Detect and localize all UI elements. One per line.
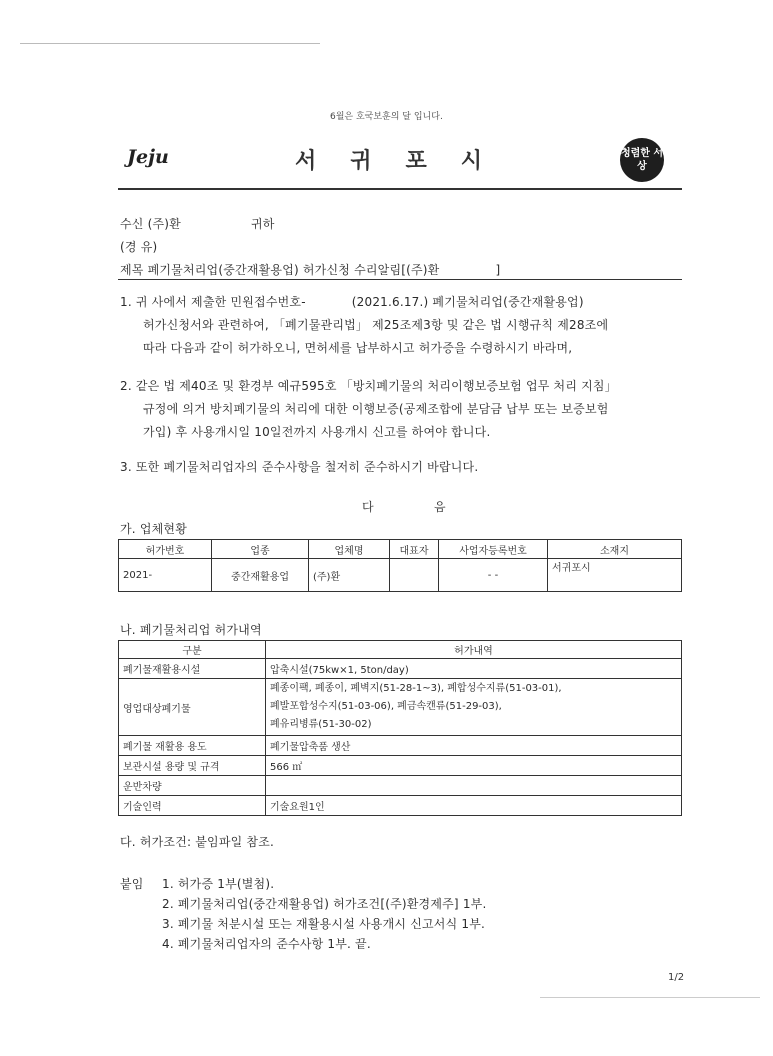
cell: 서귀포시	[548, 559, 682, 592]
section-c-title: 다. 허가조건: 붙임파일 참조.	[120, 835, 275, 849]
row-value: 기술요원1인	[266, 796, 682, 816]
section-a-title: 가. 업체현황	[120, 522, 187, 536]
via-line: (경 유)	[120, 240, 158, 254]
paragraph-2-line-1: 2. 같은 법 제40조 및 환경부 예규595호 「방치폐기물의 처리이행보증보험 업무 처리 지침」	[120, 379, 617, 393]
subject: 제목 폐기물처리업(중간재활용업) 허가신청 수리알림[(주)환	[120, 263, 440, 277]
col-header: 허가내역	[266, 641, 682, 659]
row-value	[266, 679, 682, 736]
subject-end: ]	[495, 263, 501, 277]
col-header: 구분	[119, 641, 266, 659]
attachment-item: 2. 폐기물처리업(중간재활용업) 허가조건[(주)환경제주] 1부.	[162, 897, 487, 911]
paragraph-1-line-1	[120, 293, 584, 310]
jeju-logo: Jeju	[127, 146, 169, 168]
cell	[390, 559, 439, 592]
paragraph-1-line-2: 허가신청서와 관련하여, 「폐기물관리법」 제25조제3항 및 같은 법 시행규칙 제28조에	[143, 318, 609, 332]
attachment-item: 1. 허가증 1부(별첨).	[162, 877, 275, 891]
subject-line	[120, 261, 500, 278]
col-header: 대표자	[390, 540, 439, 559]
integrity-badge	[620, 138, 664, 182]
col-header: 소재지	[548, 540, 682, 559]
company-table	[118, 539, 682, 592]
table-row	[119, 756, 682, 776]
motto: 6월은 호국보훈의 달 입니다.	[330, 112, 443, 122]
value-line: 폐종이팩, 폐종이, 폐벽지(51-28-1~3), 폐합성수지류(51-03-01),	[270, 683, 562, 694]
table-row	[119, 679, 682, 736]
next-left: 다	[362, 500, 374, 514]
value-line: 폐유리병류(51-30-02)	[270, 719, 372, 730]
badge-text: 청렴한 서상	[620, 148, 664, 172]
cell: - -	[439, 559, 548, 592]
recipient-suffix: 귀하	[250, 217, 275, 231]
row-label: 폐기물재활용시설	[119, 659, 266, 679]
row-label: 영업대상폐기물	[119, 679, 266, 736]
section-b-title: 나. 폐기물처리업 허가내역	[120, 623, 262, 637]
org-name: 서귀포시	[295, 149, 517, 174]
cell: (주)환	[309, 559, 390, 592]
col-header: 허가번호	[119, 540, 212, 559]
row-value: 566 ㎡	[266, 756, 682, 776]
col-header: 업종	[212, 540, 309, 559]
recipient-line	[120, 215, 275, 232]
recipient: 수신 (주)환	[120, 217, 181, 231]
row-label: 운반차량	[119, 776, 266, 796]
p1-l1a: 1. 귀 사에서 제출한 민원접수번호-	[120, 295, 306, 309]
scan-artifact	[20, 43, 320, 44]
col-header: 업체명	[309, 540, 390, 559]
paragraph-3: 3. 또한 폐기물처리업자의 준수사항을 철저히 준수하시기 바랍니다.	[120, 460, 479, 474]
table-row	[119, 736, 682, 756]
row-label: 기술인력	[119, 796, 266, 816]
row-value: 압축시설(75kw×1, 5ton/day)	[266, 659, 682, 679]
attachment-item: 4. 폐기물처리업자의 준수사항 1부. 끝.	[162, 937, 371, 951]
scan-artifact	[540, 997, 760, 998]
row-label: 폐기물 재활용 용도	[119, 736, 266, 756]
table-row	[119, 796, 682, 816]
table-row	[119, 776, 682, 796]
row-value: 폐기물압축품 생산	[266, 736, 682, 756]
col-header: 사업자등록번호	[439, 540, 548, 559]
p1-l1b: (2021.6.17.) 폐기물처리업(중간재활용업)	[351, 295, 584, 309]
attachment-item: 3. 폐기물 처분시설 또는 재활용시설 사용개시 신고서식 1부.	[162, 917, 486, 931]
table-row	[119, 559, 682, 592]
row-value	[266, 776, 682, 796]
next-right: 음	[434, 500, 446, 514]
row-label: 보관시설 용량 및 규격	[119, 756, 266, 776]
cell: 중간재활용업	[212, 559, 309, 592]
table-header-row	[119, 540, 682, 559]
page-number: 1/2	[668, 972, 685, 983]
permit-table	[118, 640, 682, 816]
paragraph-2-line-3: 가입) 후 사용개시일 10일전까지 사용개시 신고를 하여야 합니다.	[143, 425, 491, 439]
value-line: 폐발포합성수지(51-03-06), 폐금속캔류(51-29-03),	[270, 701, 502, 712]
cell: 2021-	[119, 559, 212, 592]
header-divider	[118, 188, 682, 190]
table-row	[119, 659, 682, 679]
attachments-label: 붙임	[120, 877, 144, 891]
paragraph-1-line-3: 따라 다음과 같이 허가하오니, 면허세를 납부하시고 허가증을 수령하시기 바라며,	[143, 341, 573, 355]
subject-divider	[118, 279, 682, 280]
table-header-row	[119, 641, 682, 659]
paragraph-2-line-2: 규정에 의거 방치폐기물의 처리에 대한 이행보증(공제조합에 분담금 납부 또는 보증보험	[143, 402, 609, 416]
